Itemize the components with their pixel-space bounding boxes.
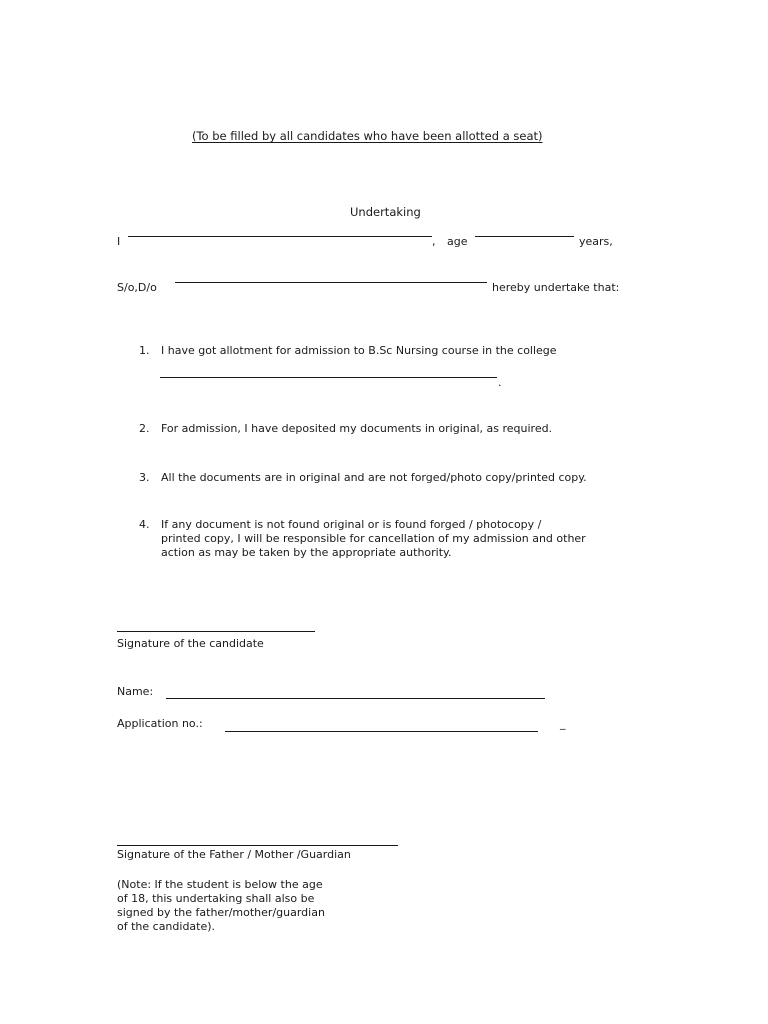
note-line-4: of the candidate). (117, 920, 216, 933)
item-4-line-2: printed copy, I will be responsible for cancellation of my admission and other (161, 532, 586, 545)
relation-label: S/o,D/o (117, 281, 157, 294)
guardian-signature-line[interactable] (117, 845, 398, 846)
item-4-line-3: action as may be taken by the appropriate authority. (161, 546, 452, 559)
age-label: age (447, 235, 468, 248)
undertake-text: hereby undertake that: (492, 281, 620, 294)
age-blank[interactable] (475, 236, 574, 237)
item-3-number: 3. (139, 471, 150, 484)
application-number-blank[interactable] (225, 731, 538, 732)
note-line-3: signed by the father/mother/guardian (117, 906, 325, 919)
name-blank[interactable] (166, 698, 545, 699)
item-4-number: 4. (139, 518, 150, 531)
name-label: Name: (117, 685, 154, 698)
item-1-number: 1. (139, 344, 150, 357)
item-2-number: 2. (139, 422, 150, 435)
candidate-name-blank[interactable] (128, 236, 432, 237)
item-3-text: All the documents are in original and are not forged/photo copy/printed copy. (161, 471, 587, 484)
declaration-prefix: I (117, 235, 121, 248)
application-tail: _ (560, 717, 566, 730)
note-line-1: (Note: If the student is below the age (117, 878, 323, 891)
item-2-text: For admission, I have deposited my documents in original, as required. (161, 422, 553, 435)
item-4-line-1: If any document is not found original or is found forged / photocopy / (161, 518, 542, 531)
application-label: Application no.: (117, 717, 203, 730)
years-label: years, (579, 235, 613, 248)
page-title: Undertaking (350, 205, 421, 219)
college-name-blank[interactable] (160, 377, 497, 378)
relation-name-blank[interactable] (175, 282, 487, 283)
candidate-signature-label: Signature of the candidate (117, 637, 264, 650)
form-instruction: (To be filled by all candidates who have been allotted a seat) (192, 129, 543, 143)
item-1-tail: . (498, 376, 502, 389)
guardian-signature-label: Signature of the Father / Mother /Guardian (117, 848, 351, 861)
item-1-text: I have got allotment for admission to B.Sc Nursing course in the college (161, 344, 557, 357)
declaration-comma: , (432, 235, 436, 248)
note-line-2: of 18, this undertaking shall also be (117, 892, 315, 905)
candidate-signature-line[interactable] (117, 631, 315, 632)
